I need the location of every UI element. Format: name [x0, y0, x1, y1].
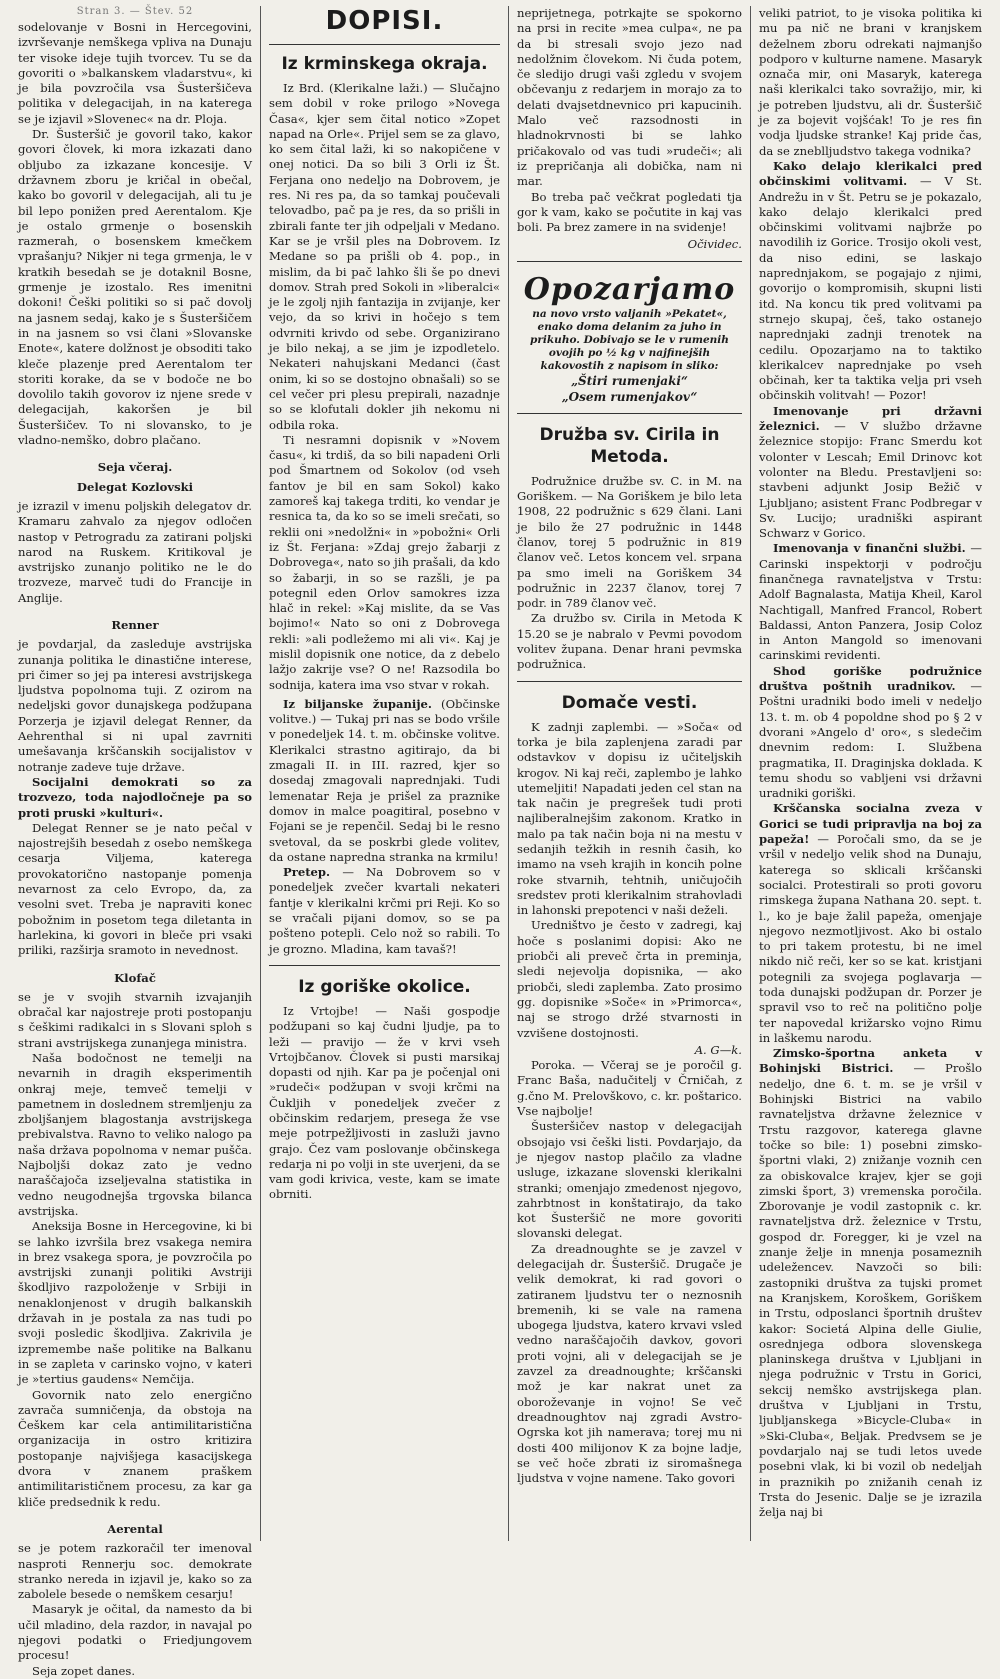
paragraph: Iz Brd. (Klerikalne laži.) — Slučajno sem dobil v roke prilogo »Novega Časa«, kjer sem čital notico »Zopet napad na Orle«. Prijel sem se za glavo, ko sem čital laži, ki so nakopičene v onej notici. Da so bili 3 Orli iz Št. Ferjana ono nedeljo na Dobrovem, je res. Ni res pa, da so tamkaj poučevali telovadbo, pač pa je res, da so prišli in zbirali fante ter jih odpeljali v Medano. Kar se je vršil ples na Dobrovem. Iz Medane so pa prišli ob 4. pop., in mislim, da bi pač lahko šli še po dnevi domov. Strah pred Sokoli in »liberalci« je le zgolj njih fantazija in zvijanje, ker vejo, da so krivi in hočejo s tem odvrniti krivdo od sebe. Organizirano je bilo nekaj, a se jim je izpodletelo. Nekateri nahujskani Medanci (čast onim, ki so se dostojno obnašali) so se cel večer pri plesu prepirali, nazadnje so se klofutali dokler jih nekomu ni odbila roka.	[269, 81, 500, 432]
paragraph: neprijetnega, potrkajte se spokorno na prsi in recite »mea culpa«, ne pa da bi stresali svojo jezo nad nedolžnim človekom. Ni čuda potem, če sledijo drugi vaši zgledu v svojem občevanju z redarjem in morajo za to delati dvajsetdnevnico pri kapucinih. Malo več razsodnosti in hladnokrvnosti bi se lahko pričakovalo od vas tudi »rudeči«; ali iz prepričanja ali dobička, nam ni mar.	[517, 6, 742, 189]
paragraph-lead: Iz biljanske županije.	[283, 696, 432, 711]
column-3	[508, 6, 750, 1541]
paragraph-lead: Imenovanja v finančni službi.	[773, 541, 966, 556]
article-title: Družba sv. Cirila in Metoda.	[539, 424, 720, 467]
divider	[269, 965, 500, 966]
speaker-heading: Aerental	[107, 1521, 163, 1536]
ad-title: Opozarjamo	[523, 271, 736, 307]
paragraph: Masaryk je očital, da namesto da bi učil mladino, dela razdor, in navajal po njegovi podatki o Friedjungovem procesu!	[18, 1602, 252, 1663]
signature: Očividec.	[687, 237, 742, 252]
article-title: Iz goriške okolice.	[298, 976, 471, 997]
paragraph: Iz Vrtojbe! — Naši gospodje podžupani so kaj čudni ljudje, pa to leži — pravijo — že v krvi vseh Vrtojbčanov. Človek si pusti marsikaj dopasti od njih. Kar pa je počenjal oni »rudeči« podžupan v svoji krčmi na Čukljih v ponedeljek zvečer z občinskim redarjem, presega že vse meje potrpežljivosti in zasluži javno grajo. Čez vam poslovanje občinskega redarja ni po volji in ste uverjeni, da se vam godi krivica, veste, kam se imate obrniti.	[269, 1003, 500, 1202]
paragraph: Za družbo sv. Cirila in Metoda K 15.20 se je nabralo v Pevmi povodom volitev župana. Denar hrani pevmska podružnica.	[517, 611, 742, 672]
paragraph: Bo treba pač večkrat pogledati tja gor k vam, kako se počutite in kaj vas boli. Pa brez zamere in na svidenje!	[517, 189, 742, 235]
paragraph: Ti nesramni dopisnik v »Novem času«, ki trdiš, da so bili napadeni Orli pod Šmartnem od Sokolov (od vseh fantov je bil en sam Sokol) kako zamoreš kaj takega trditi, ko vendar je resnica ta, da ko so se imeli srečati, so reklii oni »nedolžni« in »pobožni« Orli iz Št. Ferjana: »Zdaj grejo žabarji z Dobrovega«, nato so jih prašali, da kdo so žabarji, in so se razšli, je pa potegnil eden Orlov samokres izza hlač in rekel: »Kaj mislite, da se Vas bojimo!« Nato so oni z Dobrovega rekli: »ali podležemo mi ali vi«. Kaj je mislil dopisnik one notice, da z debelo lažjo zakrije vse? O ne! Razsodila bo sodnija, katera ima vso stvar v rokah.	[269, 432, 500, 692]
speaker-heading: Renner	[111, 617, 159, 632]
paragraph: — Poročali smo, da se je vršil v nedeljo velik shod na Dunaju, katerega so sklicali krščanski socialci. Protestirali so proti govoru rimskega župana Nathana 20. sept. t. l., ko je baje žalil papeža, omenjaje njegovo nezmotljivost. Ako bi ostalo to pri takem protestu, bi ne imel nikdo nič reči, ker so se kat. kristjani potegnili za svojega poglavarja — toda dunajski podžupan dr. Porzer je spravil vso to reč na politično polje ter napovedal križarsko vojno Rimu in laškemu narodu.	[759, 832, 982, 1045]
paragraph: se je v svojih stvarnih izvajanjih obračal kar najostreje proti postopanju s češkimi radikalci in s Slovani sploh s strani avstrijskega zunanjega ministra.	[18, 989, 252, 1050]
paragraph-lead: Shod goriške podružnice društva poštnih uradnikov.	[759, 663, 982, 694]
paragraph: — V St. Andrežu in v Št. Petru se je pokazalo, kako delajo klerikalci pred občinskimi volitvami najbrže po navodilih iz Gorice. Trosijo okoli vest, da niso edini, se laskajo naprednjakom, se pogajajo z njimi, govorijo o kompromisih, skupni listi itd. Na koncu tik pred volitvami pa strnejo skupaj, češ, tako ostanejo naprednjaki zadnji trenotek na cedilu. Opozarjamo na to taktiko klerikalcev naprednjake po vseh občinah, ker ta taktika velja pri vseh občinskih volitvah! — Pozor!	[759, 174, 982, 403]
divider	[269, 44, 500, 45]
advertisement	[517, 272, 742, 405]
speaker-heading: Delegat Kozlovski	[76, 479, 194, 494]
column-1	[10, 6, 260, 1678]
paragraph: — Poštni uradniki bodo imeli v nedeljo 13. t. m. ob 4 popoldne shod po § 2 v dvorani »Angelo d' oro«, s sledečim dnevnim redom: I. Službena pragmatika, II. Draginjska doklada. K temu shodu so vabljeni vsi državni uradniki goriški.	[759, 679, 982, 801]
divider	[517, 261, 742, 262]
paragraph: Seja zopet danes.	[32, 1663, 136, 1678]
paragraph: Naša bodočnost ne temelji na nevarnih in dragih eksperimentih onkraj meje, temveč temelji v pametnem in doslednem stremljenju za zboljšanjem blagostanja avstrijskega prebivalstva. Ravno to veliko nalogo pa naša država popolnoma v nemar pušča. Najboljši dokaz zato je vedno naraščajoča izseljevalna statistika in vedno neugodnejša trgovska bilanca avstrijska.	[18, 1051, 252, 1218]
paragraph: Dr. Šusteršič je govoril tako, kakor govori človek, ki mora izkazati dano obljubo za izkazane koncesije. V državnem zboru je kričal in obečal, kako bo govoril v delegacijah, ali tu je bil lepo ponižen pred Aerentalom. Kje je ostalo grmenje o bosenskih razmerah, o bosenskem kmečkem vprašanju? Nikjer ni tega grmenja, le v kratkih besedah se je dotaknil Bosne, grmenje je izostalo. Res imenitni dokoni! Češki politiki so si pač dovolj na jasnem sedaj, kako je s Šusteršičem in na jasnem so vsi člani »Slovanske Enote«, katere dolžnost je obsoditi tako kleče plazenje pred Aerentalom ter storiti korake, da se v bodoče ne bo dovolilo takih govorov iz njene srede v delegacijah, kakoršen je bil Šusteršičev. To ni slovansko, to je vladno-nemško, dobro plačano.	[18, 127, 252, 448]
column-4	[750, 6, 990, 1541]
section-heading: Seja včeraj.	[97, 460, 173, 475]
ad-product-name: „Osem rumenjakov“	[561, 389, 698, 404]
paragraph-lead: Imenovanje pri državni železnici.	[759, 403, 982, 434]
speaker-heading: Klofač	[114, 970, 156, 985]
paragraph: Uredništvo je često v zadregi, kaj hoče s poslanimi dopisi: Ako ne priobči ali preveč črta in preminja, sledi nejevolja dopisnika, — ako priobči, sledi zaplemba. Zato prosimo gg. dopisnike »Soče« in »Primorca«, naj se strogo držé stvarnosti in vzvišene dostojnosti.	[517, 918, 742, 1040]
paragraph: Podružnice družbe sv. C. in M. na Goriškem. — Na Goriškem je bilo leta 1908, 22 podružnic s 629 člani. Lani je bilo že 27 podružnic in 1448 članov, torej 5 podružnic in 819 članov več. Letos koncem vel. srpana pa smo imeli na Goriškem 34 podružnic in 2237 članov, torej 7 podr. in 789 članov več.	[517, 473, 742, 611]
paragraph: — Na Dobrovem so v ponedeljek zvečer kvartali nekateri fantje v klerikalni krčmi pri Reji. Ko so se vračali pijani domov, so se pa pošteno potepli. Celo nož so rabili. To je grozno. Mladina, kam tavaš?!	[269, 865, 500, 956]
ad-text: na novo vrsto valjanih »Pekatet«, enako doma delanim za juho in prikuho. Dobivajo se le v rumenih ovojih po ½ kg v najfinejših kakovostih z napisom in sliko:	[530, 307, 729, 372]
paragraph: Socijalni demokrati so za trozvezo, toda najodločneje pa so proti pruski »kulturi«.	[18, 774, 252, 820]
paragraph: (Občinske volitve.) — Tukaj pri nas se bodo vršile v ponedeljek 14. t. m. občinske volitve. Klerikalci strastno agitirajo, da bi zmagali II. in III. razred, kjer so dosedaj zmagovali naprednjaki. Tudi lemenatar Reja je prišel za praznike domov in malce poagitiral, posebno v Fojani se je repenčil. Sedaj bi le resno svetoval, da se poskrbi glede volitev, da ostane napredna stranka na krmilu!	[269, 696, 501, 864]
paragraph: Šusteršičev nastop v delegacijah obsojajo vsi češki listi. Povdarjajo, da je njegov nastop plačilo za vladne usluge, izkazane slovenski klerikalni stranki; omenjajo zmedenost njegovo, zahrbtnost in konštatirajo, da tako kot Šusteršič ne more govoriti slovanski delegat.	[517, 1119, 742, 1241]
masthead: Stran 3. — Štev. 52	[76, 6, 194, 17]
divider	[517, 681, 742, 682]
paragraph: je izrazil v imenu poljskih delegatov dr. Kramaru zahvalo za njegov odločen nastop v Petrogradu za zatirani poljski narod na Ruskem. Kritikoval je avstrijsko zunanjo politiko ne le do trozveze, marveč tudi do Francije in Anglije.	[18, 498, 252, 605]
paragraph: Govornik nato zelo energično zavrača sumničenja, da obstoja na Češkem kar cela antimilitaristična organizacija in ostro kritizira postopanje najvišjega kasacijskega dvora v znanem praškem antimilitarističnem procesu, za kar ga kliče predsednik k redu.	[18, 1387, 252, 1509]
column-2	[260, 6, 508, 1541]
paragraph: Za dreadnoughte se je zavzel v delegacijah dr. Šusteršič. Drugače je velik demokrat, ki rad govori o zatiranem ljudstvu ter o neznosnih bremenih, ki se vale na ramena ubogega ljudstva, katero krvavi vsled vedno naraščajočih davkov, govori proti vojni, ali v delegacijah se je zavzel za dreadnoughte; krščanski mož je kar nakrat unet za oboroževanje in vojno! Se več dreadnoughtov naj zgradi Avstro-Ogrska kot jih namerava; torej mu ni dosti 400 milijonov K za bojne ladje, se več hoče zbrati iz siromašnega ljudstva v vojne namene. Tako govori	[517, 1241, 742, 1486]
paragraph: — Carinski inspektorji v področju finančnega ravnateljstva v Trstu: Adolf Bagnalasta, Matija Kheil, Karol Nachtigall, Manfred Francol, Robert Baldassi, Anton Panzera, Josip Coloz in Anton Mangold so imenovani carinskimi revidenti.	[759, 541, 982, 663]
paragraph: — V službo državne železnice stopijo: Franc Smerdu kot volonter v Lescah; Emil Drinovc kot volonter na Bledu. Prestavljeni so: stavbeni adjunkt Josip Bežič v Ljubljano; asistent Franc Podbregar v Sv. Lucijo; uradniški aspirant Schwarz v Gorico.	[759, 419, 982, 541]
article-title: Iz krminskega okraja.	[281, 54, 488, 74]
paragraph: Delegat Renner se je nato pečal v najostrejših besedah z osebo nemškega cesarja Viljema, katerega provokatorično nastopanje pomenja nevarnost za celo Evropo, da, za vesolni svet. Treba je napraviti konec pobožnim in posetom tega diletanta in harlekina, ki govori in bleče pri vsaki priliki, razširja sramoto in nevednost.	[18, 820, 252, 958]
divider	[517, 413, 742, 414]
paragraph: sodelovanje v Bosni in Hercegovini, izvrševanje nemškega vpliva na Dunaju ter visoke ideje tujih tvorcev. Tu se da govoriti o »balkanskem vladarstvu«, ki je bila povzročila vsa Šusteršičeva politika v delegacijah, in na katerega se je izjavil »Slovenec« na dr. Ploja.	[18, 20, 252, 126]
signature: A. G—k.	[694, 1042, 742, 1057]
paragraph: K zadnji zaplembi. — »Soča« od torka je bila zaplenjena zaradi par odstavkov v dopisu iz učiteljskih krogov. Ni kaj reči, zaplembo je lahko utemeljiti! Napadati jeden cel stan na tak način je pregrešek tudi proti najliberalnejšim zakonom. Kratko in malo pa tak način boja ni na mestu v sedanjih težkih in resnih časih, ko imamo na vseh krajih in koncih polne roke stvarnih, tehtnih, uničujočih sredstev proti klerikalnim strahovladi in lahonski prepotenci v naši deželi.	[517, 719, 742, 918]
paragraph-lead: Pretep.	[283, 865, 331, 880]
paragraph-lead: Zimsko-športna anketa v Bohinjski Bistrici.	[759, 1046, 982, 1076]
paragraph-lead: Kako delajo klerikalci pred občinskimi volitvami.	[759, 158, 982, 189]
section-title-dopisi: DOPISI.	[325, 6, 444, 36]
paragraph: se je potem razkoračil ter imenoval nasproti Rennerju soc. demokrate stranko nereda in izjavil je, kako so za zabolele besede o nemškem cesarju!	[18, 1541, 252, 1602]
paragraph: Aneksija Bosne in Hercegovine, ki bi se lahko izvršila brez vsakega nemira in brez vsakega spora, je povzročila po avstrijski zunanji politiki Avstriji škodljivo razpoloženje v Srbiji in nenaklonjenost v drugih balkanskih državah in je postala za nas tudi po svoji posledic škodljiva. Zakrivila je izpremembe naše politike na Balkanu in se zapleta v carinsko vojno, v kateri je »tertius gaudens« Nemčija.	[18, 1219, 252, 1387]
paragraph: je povdarjal, da zasleduje avstrijska zunanja politika le dinastične interese, pri čimer so jej pa interesi avstrijskega ljudstva popolnoma tuji. Z ozirom na nedeljski govor dunajskega podžupana Porzerja je izjavil delegat Renner, da Aehrenthal si ni upal zavrniti umešavanja krščanskih socijalistov v notranje zadeve tuje države.	[18, 637, 252, 774]
article-title: Domače vesti.	[561, 692, 698, 713]
paragraph: — Prošlo nedeljo, dne 6. t. m. se je vršil v Bohinjski Bistrici na vabilo ravnateljstva državne železnice v Trstu razgovor, katerega glavne točke so bile: 1) posebni zimsko-športni vlaki, 2) znižanje voznih cen za obiskovalce krajev, kjer se goji zimski šport, 3) vremenska poročila. Zborovanje je vodil zastopnik c. kr. ravnateljstva drž. železnice v Trstu, gospod dr. Foregger, ki je vzel na znanje želje in mnenja posameznih udeležencev. Navzoči so bili: zastopniki društva za tujski promet na Kranjskem, Koroškem, Goriškem in Trstu, odposlanci športnih društev kakor: Societá Alpina delle Giulie, osrednjega odbora slovenskega planinskega društva v Ljubljani in njega podružnic v Trstu in Gorici, sekcij nemško avstrijskega plan. društva v Ljubljani in Trstu, ljubljanskega »Bicycle-Cluba« in »Ski-Cluba«, Beljak. Predvsem se je povdarjalo naj se tudi letos uvede posebni vlak, ki bi vozil ob nedeljah in praznikih po znižanih cenah iz Trsta do Jesenic. Dalje se je izrazila želja naj bi	[759, 1061, 983, 1520]
paragraph-lead: Krščanska socialna zveza v Gorici se tudi pripravlja na boj za papeža!	[759, 801, 982, 847]
paragraph: Poroka. — Včeraj se je poročil g. Franc Baša, nadučitelj v Črničah, z g.čno M. Prelovškovo, c. kr. poštarico. Vse najbolje!	[517, 1058, 742, 1119]
ad-product-name: „Štiri rumenjaki“	[571, 373, 688, 388]
paragraph: veliki patriot, to je visoka politika ki mu pa nič ne brani v kranjskem deželnem zboru odrekati najmanjšo podporo v kulturne namene. Masaryk označa mir, oni Masaryk, katerega naši klerikalci tako sovražijo, mir, ki je potreben ljudstvu, ali dr. Šusteršič je za bojevit vojšćak! To je res fin vodja ljudske stranke! Kaj pride čas, da se zneblljudstvo takega vodnika?	[759, 6, 982, 158]
